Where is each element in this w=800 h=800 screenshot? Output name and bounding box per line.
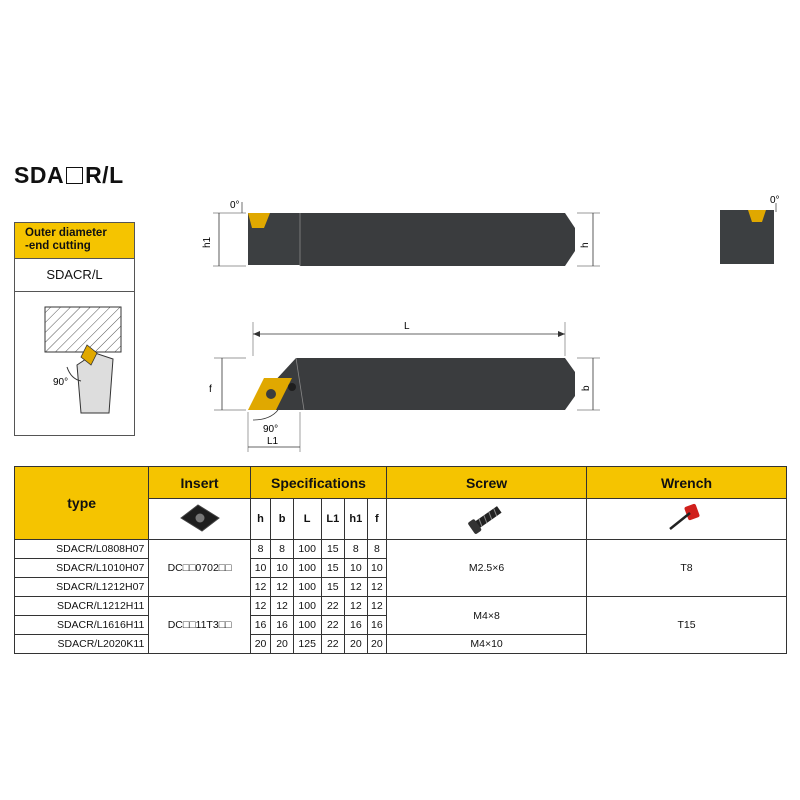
cell-b: 10 xyxy=(271,559,294,578)
dim-h1-label: h1 xyxy=(202,236,213,248)
cell-L: 100 xyxy=(293,559,321,578)
table-row xyxy=(15,540,787,559)
cell-L1: 22 xyxy=(321,635,345,654)
panel-heading-line1: Outer diameter xyxy=(25,227,107,239)
cell-L1: 22 xyxy=(321,616,345,635)
dim-f-label: f xyxy=(209,384,212,395)
end-view xyxy=(720,195,780,264)
cell-b: 12 xyxy=(271,597,294,616)
insert-header: Insert xyxy=(149,467,250,499)
cell-h1: 20 xyxy=(345,635,368,654)
cell-b: 16 xyxy=(271,616,294,635)
cell-L1: 15 xyxy=(321,540,345,559)
row-type: SDACR/L1212H07 xyxy=(15,578,149,597)
cell-L: 125 xyxy=(293,635,321,654)
cell-h: 8 xyxy=(250,540,271,559)
cell-h1: 8 xyxy=(345,540,368,559)
row-type: SDACR/L1212H11 xyxy=(15,597,149,616)
row-type: SDACR/L1616H11 xyxy=(15,616,149,635)
row-type: SDACR/L1010H07 xyxy=(15,559,149,578)
panel-angle-label: 90° xyxy=(53,377,69,388)
cell-f: 16 xyxy=(367,616,386,635)
spec-col-L1: L1 xyxy=(321,499,345,540)
cell-h1: 10 xyxy=(345,559,368,578)
dim-h-label: h xyxy=(580,242,591,248)
end-angle-label: 0° xyxy=(770,195,780,206)
row-type: SDACR/L0808H07 xyxy=(15,540,149,559)
screw-header: Screw xyxy=(387,467,587,499)
spec-col-L: L xyxy=(293,499,321,540)
cell-h: 20 xyxy=(250,635,271,654)
side-view xyxy=(202,200,600,266)
spec-col-h1: h1 xyxy=(345,499,368,540)
panel-heading-line2: -end cutting xyxy=(25,240,91,252)
cell-f: 10 xyxy=(367,559,386,578)
insert-icon xyxy=(177,502,223,534)
cell-h1: 12 xyxy=(345,597,368,616)
spec-table xyxy=(14,466,787,654)
dim-L-label: L xyxy=(404,321,410,332)
screw-icon xyxy=(462,502,512,534)
wrench-picture xyxy=(587,499,787,540)
cell-h: 10 xyxy=(250,559,271,578)
dim-L1-label: L1 xyxy=(267,436,279,447)
dim-b-label: b xyxy=(581,385,592,391)
screw-size: M4×10 xyxy=(387,635,587,654)
insert-picture xyxy=(149,499,250,540)
spec-col-h: h xyxy=(250,499,271,540)
cell-h: 12 xyxy=(250,578,271,597)
wrench-size: T15 xyxy=(587,597,787,654)
insert-code: DC□□0702□□ xyxy=(149,540,250,597)
cell-b: 20 xyxy=(271,635,294,654)
cell-L: 100 xyxy=(293,597,321,616)
cell-L: 100 xyxy=(293,540,321,559)
cell-h: 12 xyxy=(250,597,271,616)
cell-L1: 15 xyxy=(321,578,345,597)
cell-f: 8 xyxy=(367,540,386,559)
screw-size: M2.5×6 xyxy=(387,540,587,597)
cell-h1: 12 xyxy=(345,578,368,597)
cell-h1: 16 xyxy=(345,616,368,635)
table-row xyxy=(15,597,787,616)
cell-L: 100 xyxy=(293,616,321,635)
wrench-icon xyxy=(662,501,712,535)
specifications-header: Specifications xyxy=(250,467,386,499)
screw-size: M4×8 xyxy=(387,597,587,635)
cell-f: 12 xyxy=(367,597,386,616)
cell-L1: 22 xyxy=(321,597,345,616)
cell-b: 8 xyxy=(271,540,294,559)
cell-h: 16 xyxy=(250,616,271,635)
spec-col-b: b xyxy=(271,499,294,540)
top-angle-label: 90° xyxy=(263,424,279,435)
wrench-size: T8 xyxy=(587,540,787,597)
top-view xyxy=(209,321,600,452)
row-type: SDACR/L2020K11 xyxy=(15,635,149,654)
cell-f: 20 xyxy=(367,635,386,654)
wrench-header: Wrench xyxy=(587,467,787,499)
cell-f: 12 xyxy=(367,578,386,597)
screw-hole-icon xyxy=(266,389,276,399)
product-title: SDA R/L xyxy=(14,162,124,188)
type-header: type xyxy=(15,467,149,540)
cell-b: 12 xyxy=(271,578,294,597)
cell-L: 100 xyxy=(293,578,321,597)
cell-L1: 15 xyxy=(321,559,345,578)
spec-col-f: f xyxy=(367,499,386,540)
insert-code: DC□□11T3□□ xyxy=(149,597,250,654)
panel-code: SDACR/L xyxy=(15,259,134,292)
side-angle-label: 0° xyxy=(230,200,240,211)
screw-picture xyxy=(387,499,587,540)
angle-arc-icon xyxy=(253,410,278,420)
